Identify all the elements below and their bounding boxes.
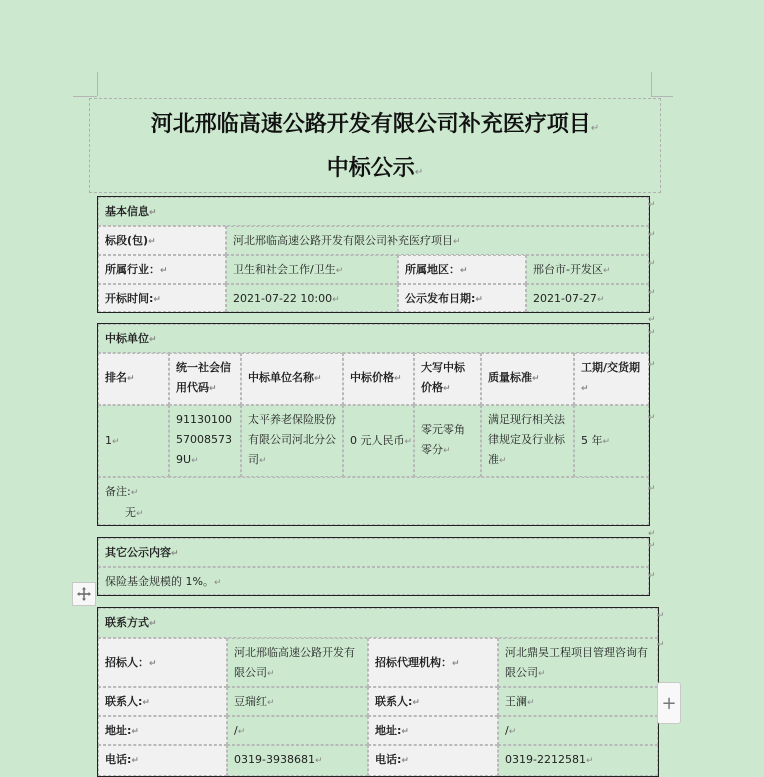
move-arrows-icon <box>76 586 92 602</box>
publish-date-value: 2021-07-27↵ <box>526 284 649 312</box>
margin-guide-top-right <box>651 96 673 97</box>
paragraph-mark-icon: ↵ <box>648 288 656 298</box>
contact-table <box>97 607 659 777</box>
add-row-button[interactable] <box>657 682 681 724</box>
phone-value-2: 0319-2212581↵ <box>498 745 658 776</box>
address-value-2: /↵ <box>498 716 658 745</box>
agency-value: 河北鼎昊工程项目管理咨询有限公司↵ <box>498 638 658 687</box>
phone-value-1: 0319-3938681↵ <box>227 745 368 776</box>
address-value-1: /↵ <box>227 716 368 745</box>
row-winner-name: 太平养老保险股份有限公司河北分公司↵ <box>241 405 343 477</box>
paragraph-mark-icon: ↵ <box>648 413 656 423</box>
plus-icon: + <box>661 692 677 714</box>
col-credit-code: 统一社会信用代码↵ <box>169 353 241 405</box>
phone-label-1: 电话:↵ <box>98 745 227 776</box>
open-time-value: 2021-07-22 10:00↵ <box>226 284 398 312</box>
address-label-2: 地址:↵ <box>368 716 498 745</box>
page-title-line2: 中标公示↵ <box>326 155 424 181</box>
paragraph-mark-icon: ↵ <box>648 328 656 338</box>
paragraph-mark-icon: ↵ <box>648 484 656 494</box>
col-rank: 排名↵ <box>98 353 169 405</box>
row-credit-code: 91130100570085739U↵ <box>169 405 241 477</box>
paragraph-mark-icon: ↵ <box>657 640 665 650</box>
margin-guide-left <box>97 72 98 96</box>
paragraph-mark-icon: ↵ <box>648 315 656 325</box>
row-price-upper: 零元零角零分↵ <box>414 405 481 477</box>
contact-person-label-1: 联系人:↵ <box>98 687 227 716</box>
contact-header: 联系方式↵ <box>98 608 658 638</box>
col-price: 中标价格↵ <box>343 353 414 405</box>
paragraph-mark-icon: ↵ <box>648 541 656 551</box>
region-value: 邢台市-开发区↵ <box>526 255 649 284</box>
open-time-label: 开标时间:↵ <box>98 284 226 312</box>
row-rank: 1↵ <box>98 405 169 477</box>
contact-person-value-1: 豆瑞红↵ <box>227 687 368 716</box>
contact-person-label-2: 联系人:↵ <box>368 687 498 716</box>
phone-label-2: 电话:↵ <box>368 745 498 776</box>
move-icon[interactable] <box>72 582 96 606</box>
section-label: 标段(包)↵ <box>98 226 226 255</box>
title-block <box>89 98 661 193</box>
tenderer-label: 招标人：↵ <box>98 638 227 687</box>
basic-info-table <box>97 196 650 313</box>
contact-person-value-2: 王澜↵ <box>498 687 658 716</box>
row-period: 5 年↵ <box>574 405 649 477</box>
address-label-1: 地址:↵ <box>98 716 227 745</box>
row-price: 0 元人民币↵ <box>343 405 414 477</box>
margin-guide-top-left <box>73 96 97 97</box>
other-content-table <box>97 537 650 596</box>
margin-guide-right <box>651 72 652 96</box>
col-price-upper: 大写中标价格↵ <box>414 353 481 405</box>
industry-value: 卫生和社会工作/卫生↵ <box>226 255 398 284</box>
col-quality: 质量标准↵ <box>481 353 574 405</box>
paragraph-mark-icon: ↵ <box>648 259 656 269</box>
other-content-header: 其它公示内容↵ <box>98 538 649 567</box>
paragraph-mark-icon: ↵ <box>648 529 656 539</box>
remark-label: 备注:↵ <box>105 485 139 498</box>
publish-date-label: 公示发布日期:↵ <box>398 284 526 312</box>
winner-header: 中标单位↵ <box>98 324 649 353</box>
basic-info-header: 基本信息↵ <box>98 197 649 226</box>
paragraph-mark-icon: ↵ <box>648 200 656 210</box>
col-winner-name: 中标单位名称↵ <box>241 353 343 405</box>
tenderer-value: 河北邢临高速公路开发有限公司↵ <box>227 638 368 687</box>
paragraph-mark-icon: ↵ <box>648 360 656 370</box>
region-label: 所属地区：↵ <box>398 255 526 284</box>
other-content-value: 保险基金规模的 1%。↵ <box>98 567 649 595</box>
col-period: 工期/交货期↵ <box>574 353 649 405</box>
section-value: 河北邢临高速公路开发有限公司补充医疗项目↵ <box>226 226 649 255</box>
remark-cell <box>98 477 649 525</box>
agency-label: 招标代理机构：↵ <box>368 638 498 687</box>
paragraph-mark-icon: ↵ <box>648 571 656 581</box>
row-quality: 满足现行相关法律规定及行业标准↵ <box>481 405 574 477</box>
paragraph-mark-icon: ↵ <box>648 230 656 240</box>
page-title-line1: 河北邢临高速公路开发有限公司补充医疗项目↵ <box>150 111 600 137</box>
industry-label: 所属行业：↵ <box>98 255 226 284</box>
winner-table <box>97 323 650 526</box>
paragraph-mark-icon: ↵ <box>657 611 665 621</box>
remark-value: 无↵ <box>125 506 144 519</box>
